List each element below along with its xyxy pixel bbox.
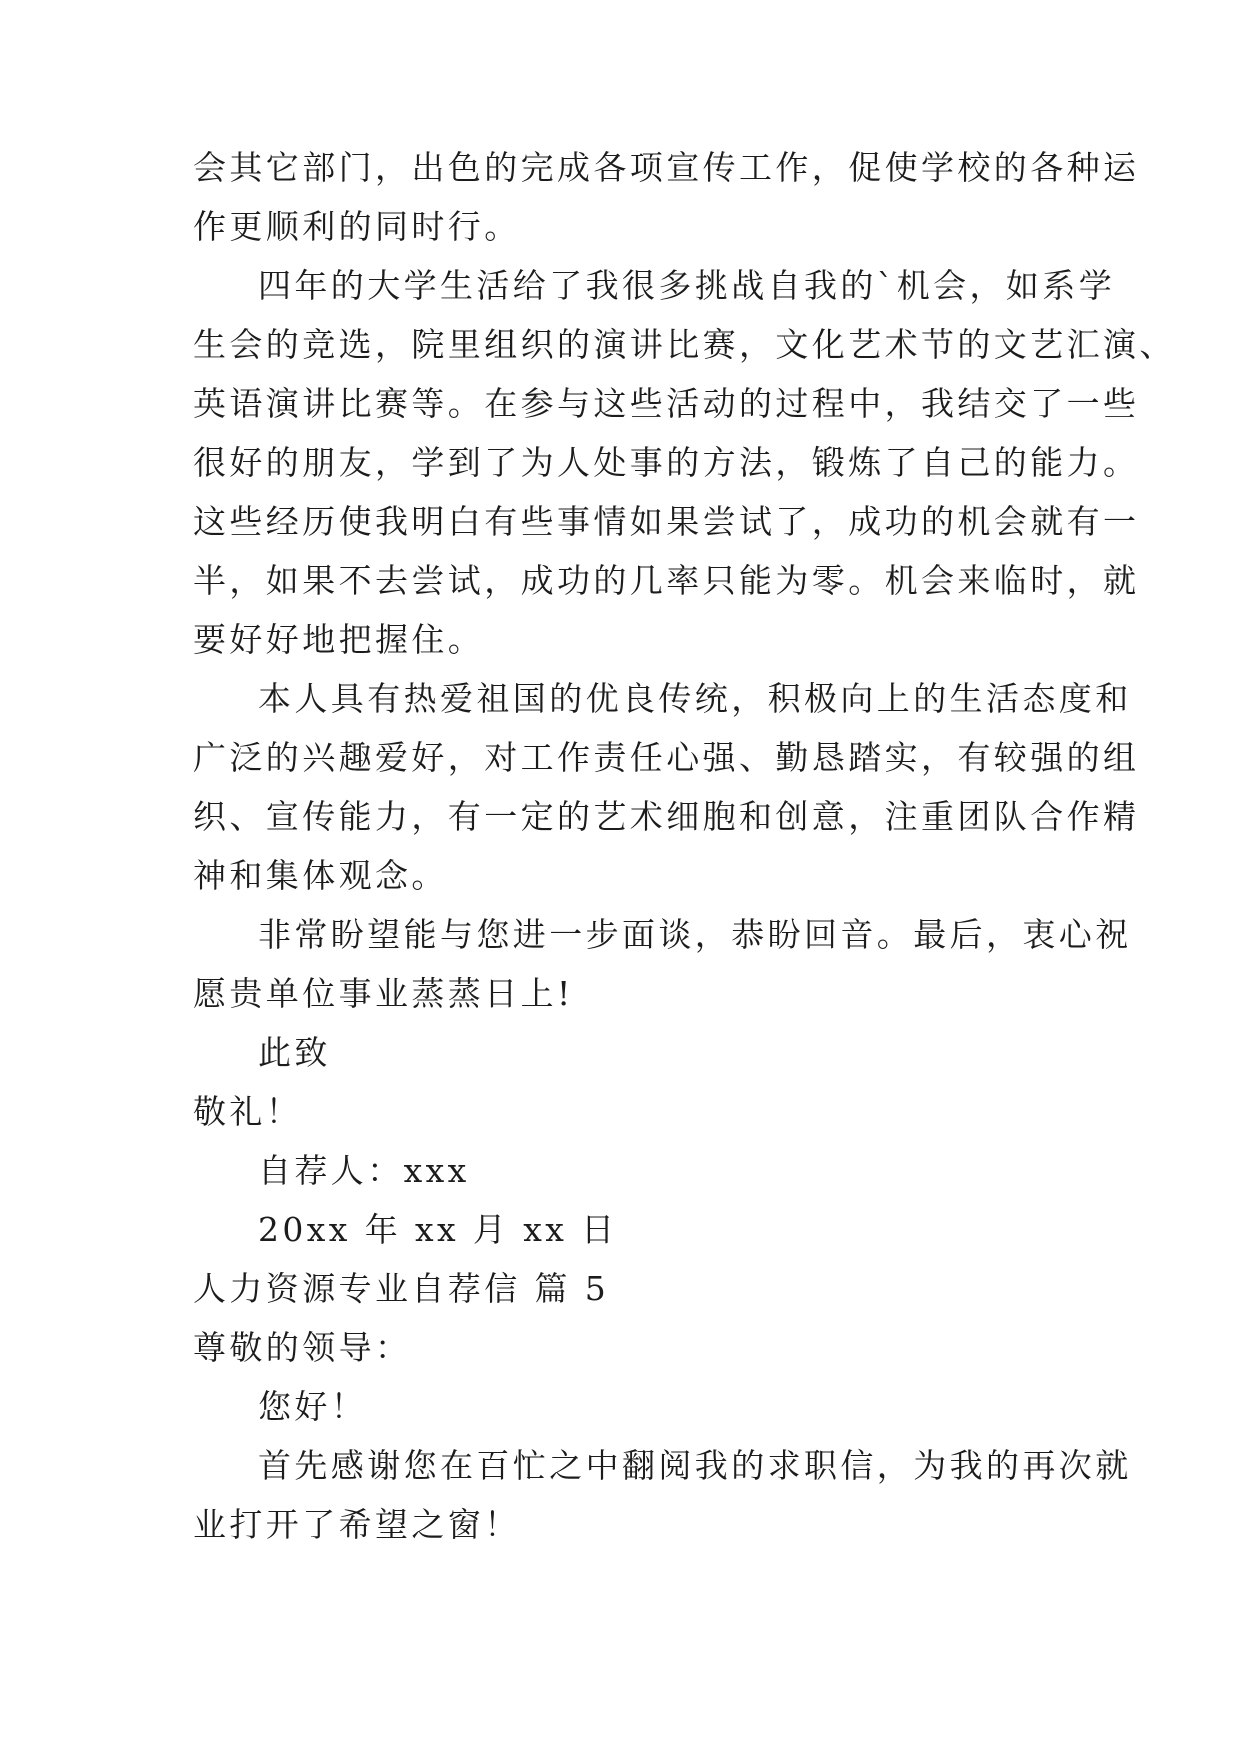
body-line-1: 会其它部门，出色的完成各项宣传工作，促使学校的各种运 bbox=[193, 148, 1140, 187]
body-line-3: 四年的大学生活给了我很多挑战自我的`机会，如系学 bbox=[258, 266, 1116, 305]
body-line-13: 神和集体观念。 bbox=[193, 856, 448, 895]
date-line: 20xx 年 xx 月 xx 日 bbox=[258, 1210, 618, 1249]
body-line-12: 织、宣传能力，有一定的艺术细胞和创意，注重团队合作精 bbox=[193, 797, 1140, 836]
body-line-8: 半，如果不去尝试，成功的几率只能为零。机会来临时，就 bbox=[193, 561, 1140, 600]
hello-line: 您好！ bbox=[258, 1387, 368, 1426]
body-line-16: 首先感谢您在百忙之中翻阅我的求职信，为我的再次就 bbox=[258, 1446, 1132, 1485]
body-line-10: 本人具有热爱祖国的优良传统，积极向上的生活态度和 bbox=[258, 679, 1132, 718]
body-line-14: 非常盼望能与您进一步面谈，恭盼回音。最后，衷心祝 bbox=[258, 915, 1132, 954]
body-line-4: 生会的竞选，院里组织的演讲比赛，文化艺术节的文艺汇演、 bbox=[193, 325, 1176, 364]
closing-regards: 敬礼！ bbox=[193, 1092, 303, 1131]
closing-salutation: 此致 bbox=[258, 1033, 331, 1072]
greeting-line: 尊敬的领导： bbox=[193, 1328, 412, 1367]
body-line-2: 作更顺利的同时行。 bbox=[193, 207, 521, 246]
body-line-5: 英语演讲比赛等。在参与这些活动的过程中，我结交了一些 bbox=[193, 384, 1140, 423]
body-line-17: 业打开了希望之窗！ bbox=[193, 1505, 521, 1544]
signature-line: 自荐人：xxx bbox=[258, 1151, 470, 1190]
section-heading: 人力资源专业自荐信 篇 5 bbox=[193, 1269, 610, 1308]
body-line-9: 要好好地把握住。 bbox=[193, 620, 485, 659]
body-line-7: 这些经历使我明白有些事情如果尝试了，成功的机会就有一 bbox=[193, 502, 1140, 541]
body-line-15: 愿贵单位事业蒸蒸日上! bbox=[193, 974, 574, 1013]
body-line-11: 广泛的兴趣爱好，对工作责任心强、勤恳踏实，有较强的组 bbox=[193, 738, 1140, 777]
body-line-6: 很好的朋友，学到了为人处事的方法，锻炼了自己的能力。 bbox=[193, 443, 1140, 482]
